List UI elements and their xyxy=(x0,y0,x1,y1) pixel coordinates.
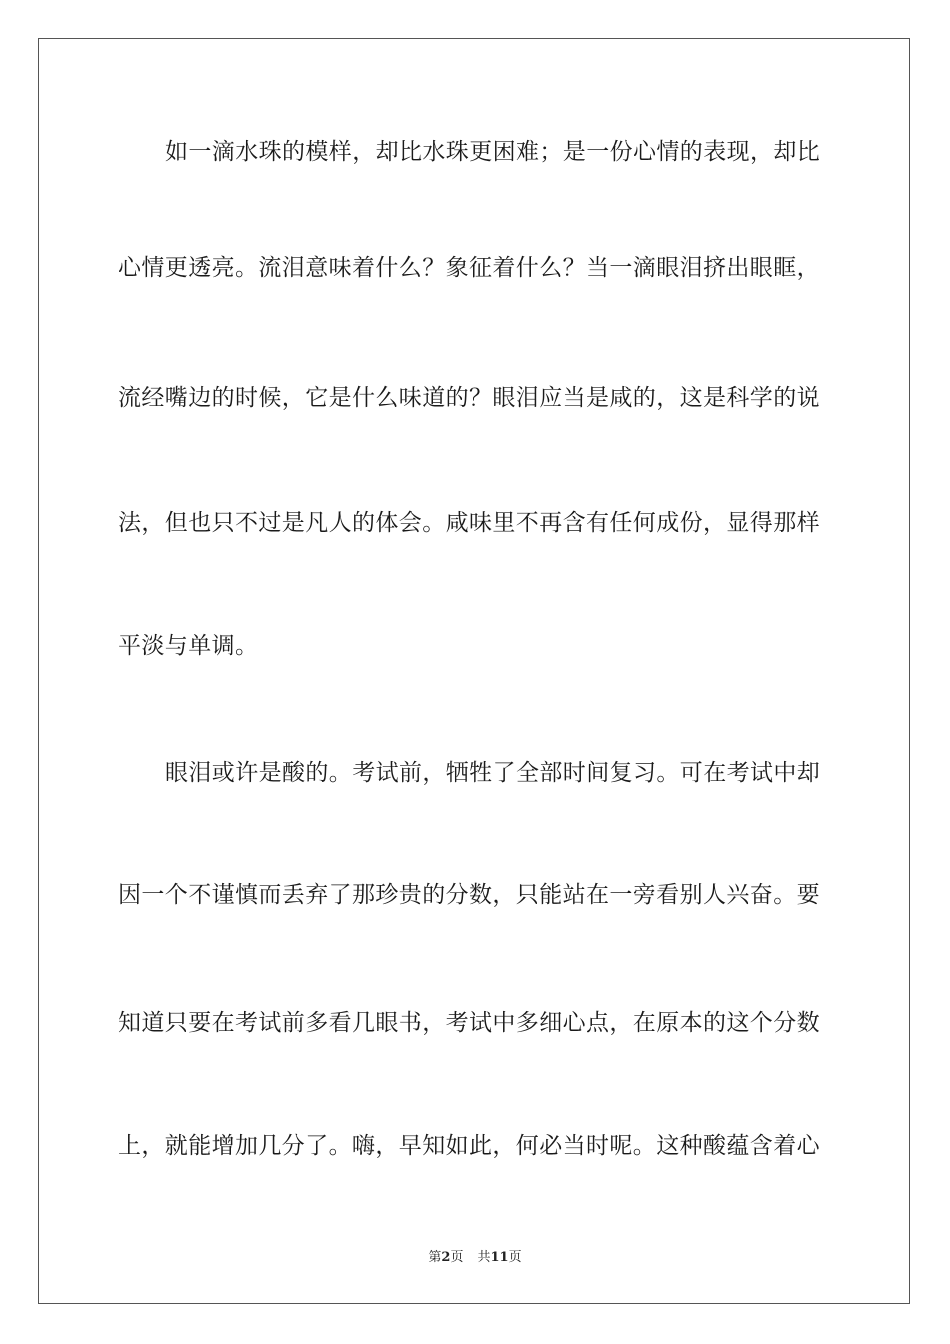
paragraph-2-line-1: 眼泪或许是酸的。考试前，牺牲了全部时间复习。可在考试中却 xyxy=(165,760,821,786)
paragraph-2-line-2: 因一个不谨慎而丢弃了那珍贵的分数，只能站在一旁看别人兴奋。要 xyxy=(118,882,820,908)
page-number-label: 第2页 xyxy=(428,1250,464,1265)
paragraph-1-line-5: 平淡与单调。 xyxy=(118,633,259,659)
page-border xyxy=(38,38,910,1304)
paragraph-1-line-2: 心情更透亮。流泪意味着什么？象征着什么？当一滴眼泪挤出眼眶， xyxy=(118,255,820,281)
paragraph-2-line-3: 知道只要在考试前多看几眼书，考试中多细心点，在原本的这个分数 xyxy=(118,1010,820,1036)
paragraph-1-line-3: 流经嘴边的时候，它是什么味道的？眼泪应当是咸的，这是科学的说 xyxy=(118,385,820,411)
page-footer xyxy=(0,1246,950,1265)
paragraph-1-line-4: 法，但也只不过是凡人的体会。咸味里不再含有任何成份，显得那样 xyxy=(118,510,820,536)
paragraph-1-line-1: 如一滴水珠的模样，却比水珠更困难；是一份心情的表现，却比 xyxy=(165,139,821,165)
paragraph-2-line-4: 上，就能增加几分了。嗨，早知如此，何必当时呢。这种酸蕴含着心 xyxy=(118,1133,820,1159)
total-pages-label: 共11页 xyxy=(477,1250,522,1265)
